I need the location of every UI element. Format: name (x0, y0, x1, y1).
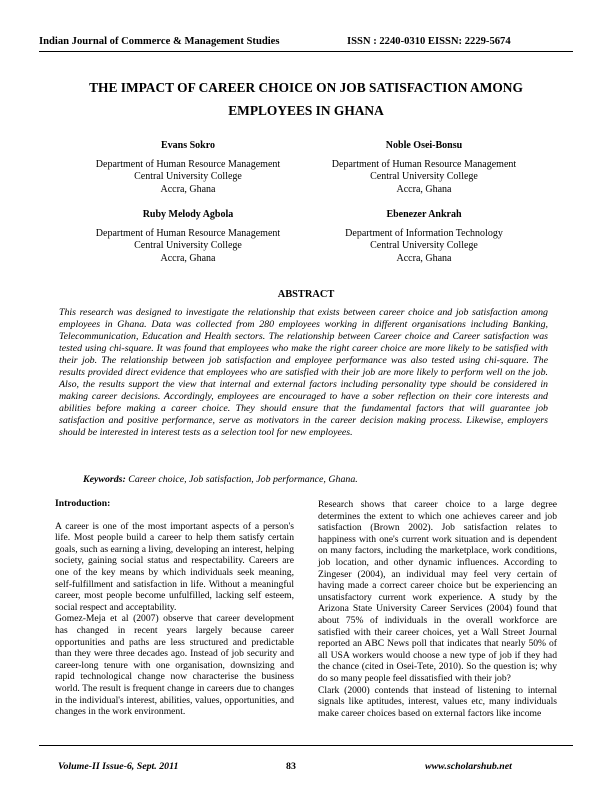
paper-title: THE IMPACT OF CAREER CHOICE ON JOB SATISFACTION AMONG EMPLOYEES IN GHANA (89, 80, 523, 118)
header-rule (39, 51, 573, 52)
body-paragraph: Gomez-Meja et al (2007) observe that career development has changed in recent years largely because career opportunities and paths are less structured and predictable than they were three decades ago. Instead of job security and career-long tenure with one organisation, downsizing and rapid technological change now characterise the business world. The result is frequent change in careers due to changes in the individual's interest, abilities, values, opportunities, and changes in the work environment. (55, 613, 294, 718)
page-number: 83 (286, 761, 296, 772)
abstract-text: This research was designed to investigate the relationship that exists between career choice and job satisfaction among employees in Ghana. Data was collected from 280 employees working in different organisations including Banking, Telecommunication, Education and Health sectors. The relationship between Career choice and Career satisfaction was tested using chi-square. It was found that employees who make the right career choice are more likely to be satisfied with their job. The relationship between job satisfaction and employee performance was also tested using chi-square. The results provided direct evidence that employees who are satisfied with their job are more likely to perform well on the job. Also, the results support the view that internal and external factors including personality type should be considered in making career decisions. Accordingly, employees are encouraged to have a sober reflection on their core interests and abilities before making a career choice. They should ensure that the fundamental factors that will guarantee job satisfaction and positive performance, serve as motivators in the career decision making process. Likewise, employers should be interested in interest tests as a selection tool for new employees. (59, 307, 548, 439)
left-column (55, 498, 294, 718)
keywords-line (83, 474, 553, 485)
keywords-label: Keywords: (83, 474, 126, 485)
author-name: Noble Osei-Bonsu (385, 140, 463, 151)
keywords-text: Career choice, Job satisfaction, Job performance, Ghana. (128, 474, 358, 485)
author-name: Evans Sokro (160, 140, 215, 151)
author-inst: Central University College (134, 171, 242, 183)
author-inst: Central University College (370, 171, 478, 183)
author-block (63, 140, 313, 196)
author-name: Ruby Melody Agbola (142, 209, 234, 220)
introduction-heading: Introduction: (55, 498, 111, 509)
body-paragraph: A career is one of the most important aspects of a person's life. Most people build a career to help them satisfy certain goals, such as earning a living, developing an interest, helping society, gaining social status and respectability. Careers are one of the key means by which individuals seek meaning, self-fulfillment and satisfaction in life. Without a meaningful career, most people become unfulfilled, lacking self esteem, social respect and acceptability. (55, 520, 294, 613)
author-dept: Department of Human Resource Management (95, 228, 281, 240)
author-dept: Department of Information Technology (345, 228, 503, 240)
right-column (318, 499, 557, 719)
author-block (299, 140, 549, 196)
author-block (299, 209, 549, 265)
journal-name: Indian Journal of Commerce & Management Studies (39, 36, 280, 47)
author-location: Accra, Ghana (396, 252, 452, 264)
footer-rule (39, 745, 573, 746)
body-paragraph: Research shows that career choice to a large degree determines the extent to which one achieves career and job satisfaction (Brown 2002). Job satisfaction relates to happiness with one's current work situation and is dependent on many factors, including the marketplace, work conditions, job location, and other dynamic influences. According to Zingeser (2004), an individual may feel very certain of having made a correct career choice but be experiencing an unsatisfactory current work experience. A study by the Arizona State University Career Services (2004) found that about 75% of individuals in the overall workforce are satisfied with their career choices, yet a Wall Street Journal reported an ABC News poll that indicates that nearly 50% of all USA workers would choose a new type of job if they had the chance (cited in Osei-Tete, 2010). So the question is; why do so many people feel dissatisfied with their job? (318, 499, 557, 684)
author-block (63, 209, 313, 265)
body-paragraph: Clark (2000) contends that instead of listening to internal signals like aptitudes, interest, values etc, many individuals make career choices based on external factors like income (318, 684, 557, 719)
author-location: Accra, Ghana (160, 252, 216, 264)
author-location: Accra, Ghana (396, 183, 452, 195)
running-header (39, 36, 573, 50)
author-dept: Department of Human Resource Management (331, 159, 517, 171)
author-inst: Central University College (370, 240, 478, 252)
abstract-heading: ABSTRACT (277, 289, 335, 300)
author-name: Ebenezer Ankrah (386, 209, 462, 220)
footer-volume: Volume-II Issue-6, Sept. 2011 (58, 761, 179, 772)
author-dept: Department of Human Resource Management (95, 159, 281, 171)
issn-text: ISSN : 2240-0310 EISSN: 2229-5674 (347, 36, 511, 47)
author-inst: Central University College (134, 240, 242, 252)
footer-website: www.scholarshub.net (425, 761, 512, 772)
author-location: Accra, Ghana (160, 183, 216, 195)
